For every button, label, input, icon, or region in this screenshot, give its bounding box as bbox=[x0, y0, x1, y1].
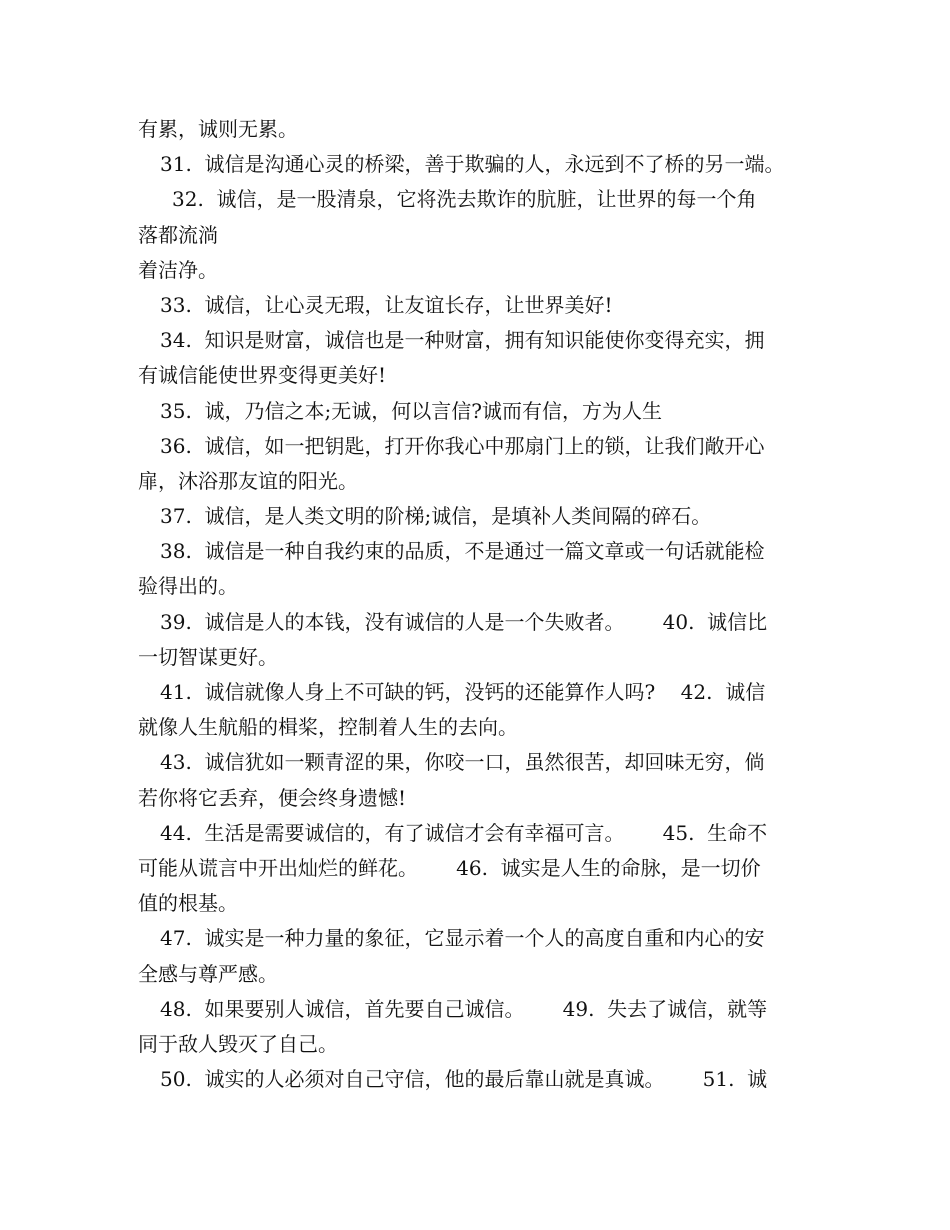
text-line: 验得出的。 bbox=[138, 574, 238, 599]
text-line: 47. 诚实是一种力量的象征，它显示着一个人的高度自重和内心的安 bbox=[160, 926, 765, 951]
text-line: 同于敌人毁灭了自己。 bbox=[138, 1031, 338, 1056]
text-line: 44. 生活是需要诚信的，有了诚信才会有幸福可言。 45. 生命不 bbox=[160, 820, 768, 845]
text-line: 34. 知识是财富，诚信也是一种财富，拥有知识能使你变得充实，拥 bbox=[160, 328, 765, 353]
text-line: 35. 诚，乃信之本;无诚，何以言信?诚而有信，方为人生 bbox=[160, 398, 662, 423]
text-line: 有累，诚则无累。 bbox=[138, 117, 298, 141]
text-line: 41. 诚信就像人身上不可缺的钙，没钙的还能算作人吗? 42. 诚信 bbox=[160, 680, 766, 704]
text-line: 38. 诚信是一种自我约束的品质，不是通过一篇文章或一句话就能检 bbox=[160, 539, 765, 564]
text-line: 50. 诚实的人必须对自己守信，他的最后靠山就是真诚。 51. 诚 bbox=[160, 1067, 768, 1092]
text-line: 36. 诚信，如一把钥匙，打开你我心中那扇门上的锁，让我们敞开心 bbox=[160, 433, 765, 458]
text-line: 可能从谎言中开出灿烂的鲜花。 46. 诚实是人生的命脉，是一切价 bbox=[138, 855, 761, 880]
text-line: 就像人生航船的楫桨，控制着人生的去向。 bbox=[138, 715, 518, 740]
text-line: 扉，沐浴那友谊的阳光。 bbox=[138, 468, 358, 493]
document-body bbox=[138, 112, 828, 1097]
text-line: 值的根基。 bbox=[138, 891, 238, 916]
text-line: 48. 如果要别人诚信，首先要自己诚信。 49. 失去了诚信，就等 bbox=[160, 996, 768, 1021]
text-line: 33. 诚信，让心灵无瑕，让友谊长存，让世界美好! bbox=[160, 292, 613, 317]
text-line: 37. 诚信，是人类文明的阶梯;诚信，是填补人类间隔的碎石。 bbox=[160, 504, 712, 529]
text-line: 31. 诚信是沟通心灵的桥梁，善于欺骗的人，永远到不了桥的另一端。 bbox=[160, 152, 785, 177]
text-line: 39. 诚信是人的本钱，没有诚信的人是一个失败者。 40. 诚信比 bbox=[160, 609, 768, 634]
text-line: 落都流淌 bbox=[138, 222, 218, 247]
text-line: 一切智谋更好。 bbox=[138, 644, 278, 669]
text-line: 若你将它丢弃，便会终身遗憾! bbox=[138, 785, 407, 810]
text-line: 32. 诚信，是一股清泉，它将洗去欺诈的肮脏，让世界的每一个角 bbox=[172, 187, 757, 212]
text-line: 着洁净。 bbox=[138, 257, 218, 282]
text-line: 有诚信能使世界变得更美好! bbox=[138, 363, 387, 388]
text-line: 43. 诚信犹如一颗青涩的果，你咬一口，虽然很苦，却回味无穷，倘 bbox=[160, 750, 765, 775]
text-line: 全感与尊严感。 bbox=[138, 961, 278, 986]
